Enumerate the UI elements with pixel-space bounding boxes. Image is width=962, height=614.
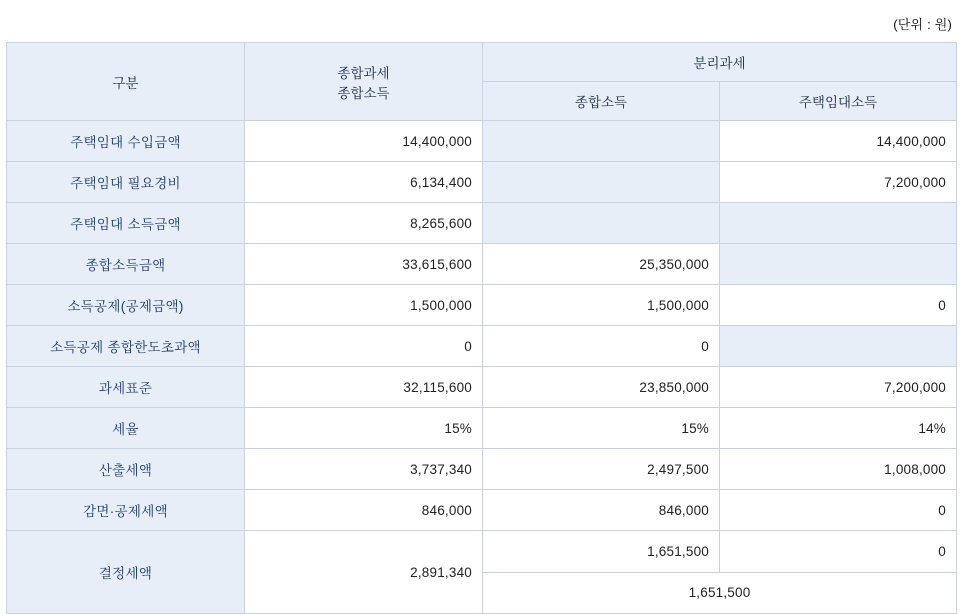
table-row (7, 367, 957, 408)
cell-comprehensive: 3,737,340 (245, 449, 483, 490)
row-label: 주택임대 수입금액 (7, 121, 245, 162)
cell-separate-rental: 1,008,000 (720, 449, 957, 490)
header-separate-rental: 주택임대소득 (720, 82, 957, 121)
cell-separate-income: 2,497,500 (483, 449, 720, 490)
row-label: 주택임대 소득금액 (7, 203, 245, 244)
cell-separate-income: 15% (483, 408, 720, 449)
cell-separate-rental: 7,200,000 (720, 162, 957, 203)
cell-comprehensive: 8,265,600 (245, 203, 483, 244)
cell-separate-total: 1,651,500 (483, 572, 957, 614)
cell-separate-rental: 7,200,000 (720, 367, 957, 408)
header-separate-income: 종합소득 (483, 82, 720, 121)
cell-separate-income: 1,500,000 (483, 285, 720, 326)
cell-separate-rental (720, 244, 957, 285)
cell-separate-income-final: 1,651,500 (483, 531, 720, 573)
cell-separate-income (483, 203, 720, 244)
header-comprehensive (245, 43, 483, 121)
cell-separate-income: 23,850,000 (483, 367, 720, 408)
cell-comprehensive: 1,500,000 (245, 285, 483, 326)
tax-summary-table (6, 42, 957, 614)
cell-comprehensive: 14,400,000 (245, 121, 483, 162)
cell-comprehensive: 0 (245, 326, 483, 367)
table-row (7, 121, 957, 162)
table-row (7, 285, 957, 326)
row-label: 산출세액 (7, 449, 245, 490)
cell-separate-income (483, 121, 720, 162)
cell-comprehensive: 33,615,600 (245, 244, 483, 285)
table-row (7, 244, 957, 285)
table-row (7, 408, 957, 449)
header-comprehensive-line1: 종합과세 (337, 65, 390, 81)
cell-separate-income: 846,000 (483, 490, 720, 531)
row-label: 세율 (7, 408, 245, 449)
table-row (7, 490, 957, 531)
row-label: 소득공제 종합한도초과액 (7, 326, 245, 367)
row-label: 종합소득금액 (7, 244, 245, 285)
table-row (7, 326, 957, 367)
unit-note: (단위 : 원) (893, 17, 952, 32)
row-label: 주택임대 필요경비 (7, 162, 245, 203)
cell-separate-income: 0 (483, 326, 720, 367)
header-comprehensive-line2: 종합소득 (337, 85, 390, 101)
cell-separate-rental: 0 (720, 285, 957, 326)
cell-comprehensive: 15% (245, 408, 483, 449)
cell-separate-rental: 14,400,000 (720, 121, 957, 162)
cell-comprehensive: 32,115,600 (245, 367, 483, 408)
table-header-row-1 (7, 43, 957, 82)
cell-separate-rental: 0 (720, 490, 957, 531)
cell-separate-income: 25,350,000 (483, 244, 720, 285)
cell-comprehensive-final: 2,891,340 (245, 531, 483, 614)
row-label: 감면·공제세액 (7, 490, 245, 531)
row-label: 소득공제(공제금액) (7, 285, 245, 326)
cell-comprehensive: 6,134,400 (245, 162, 483, 203)
row-label: 과세표준 (7, 367, 245, 408)
table-row (7, 449, 957, 490)
cell-separate-rental (720, 203, 957, 244)
header-division: 구분 (7, 43, 245, 121)
table-row (7, 203, 957, 244)
cell-separate-income (483, 162, 720, 203)
cell-separate-rental-final: 0 (720, 531, 957, 573)
row-label-final: 결정세액 (7, 531, 245, 614)
cell-comprehensive: 846,000 (245, 490, 483, 531)
cell-separate-rental (720, 326, 957, 367)
table-row (7, 162, 957, 203)
header-separate-group: 분리과세 (483, 43, 957, 82)
cell-separate-rental: 14% (720, 408, 957, 449)
table-row-final (7, 531, 957, 573)
